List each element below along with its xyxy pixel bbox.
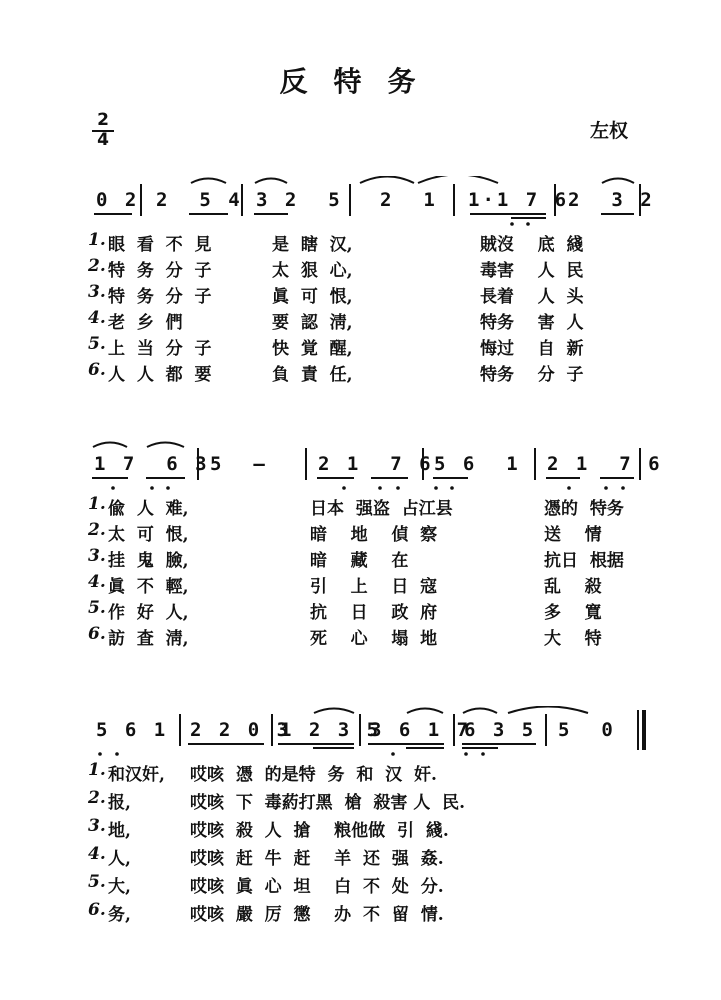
lyric-text: 送 情	[544, 525, 602, 545]
measure: 5 6 1	[96, 719, 169, 741]
verse-number: 3.	[88, 282, 106, 302]
lyric-text: 抗日 根据	[544, 551, 624, 571]
lyric-line	[88, 546, 648, 572]
lyric-line	[88, 844, 648, 870]
lyric-text: 賊沒 底 綫	[480, 235, 584, 255]
lyric-text: 哎咳 下 毒葯打黑 槍 殺害 人 民.	[190, 793, 466, 813]
verse-number: 4.	[88, 844, 106, 864]
lyric-line	[88, 360, 648, 386]
lyric-text: 乱 殺	[544, 577, 602, 597]
lyric-text: 地,	[108, 821, 131, 841]
lyric-text: 人,	[108, 849, 131, 869]
measure: 2 1	[380, 189, 438, 211]
lyric-text: 挂 鬼 臉,	[108, 551, 189, 571]
lyric-line	[88, 494, 648, 520]
verse-number: 5.	[88, 598, 106, 618]
lyric-text: 报,	[108, 793, 131, 813]
verse-number: 1.	[88, 760, 106, 780]
lyric-line	[88, 624, 648, 650]
lyric-text: 老 乡 們	[108, 313, 183, 333]
lyric-line	[88, 760, 648, 786]
verse-number: 2.	[88, 788, 106, 808]
verse-number: 6.	[88, 624, 106, 644]
lyric-text: 引 上 日 寇	[310, 577, 438, 597]
lyric-text: 訪 査 淸,	[108, 629, 189, 649]
verse-number: 1.	[88, 230, 106, 250]
measure: 5 –	[210, 453, 268, 475]
time-signature	[92, 112, 114, 149]
lyric-line	[88, 788, 648, 814]
lyric-text: 抗 日 政 府	[310, 603, 438, 623]
measure: 2 1 7 6	[547, 453, 663, 475]
measure: 3 2 5	[256, 189, 343, 211]
lyric-text: 憑的 特务	[544, 499, 624, 519]
lyric-text: 眼 看 不 見	[108, 235, 212, 255]
lyric-text: 特务 分 子	[480, 365, 584, 385]
lyric-line	[88, 308, 648, 334]
measure: 5 0	[558, 719, 616, 741]
verse-number: 3.	[88, 546, 106, 566]
verse-number: 6.	[88, 900, 106, 920]
notation-system-2	[88, 440, 663, 492]
lyric-text: 是 瞎 汉,	[272, 235, 353, 255]
lyric-text: 和汉奸,	[108, 765, 165, 785]
lyric-text: 哎咳 憑 的是特 务 和 汉 奸.	[190, 765, 437, 785]
measure: 2 3 2	[568, 189, 655, 211]
lyric-text: 日本 强盗 占江县	[310, 499, 453, 519]
lyric-text: 特 务 分 子	[108, 287, 212, 307]
time-signature-bottom: 4	[97, 130, 109, 150]
lyric-text: 作 好 人,	[108, 603, 189, 623]
lyric-line	[88, 520, 648, 546]
measure: 2 1 7 6	[318, 453, 434, 475]
lyric-text: 悔过 自 新	[480, 339, 584, 359]
verse-number: 2.	[88, 520, 106, 540]
lyric-line	[88, 334, 648, 360]
verse-number: 4.	[88, 572, 106, 592]
measure: 1 2 3 5	[280, 719, 382, 741]
verse-number: 5.	[88, 334, 106, 354]
verse-number: 1.	[88, 494, 106, 514]
lyric-text: 毒害 人 民	[480, 261, 584, 281]
composer: 左权	[590, 120, 629, 142]
lyric-line	[88, 282, 648, 308]
lyric-text: 眞 不 輕,	[108, 577, 189, 597]
measure: 2 5 4	[156, 189, 243, 211]
notation-system-3	[88, 706, 648, 758]
measure: 0 2	[96, 189, 140, 211]
notation-system-1	[88, 176, 655, 228]
verse-number: 3.	[88, 816, 106, 836]
measure: 5 6 1	[434, 453, 521, 475]
lyric-text: 大 特	[544, 629, 602, 649]
song-title: 反特务	[279, 65, 442, 98]
verse-number: 6.	[88, 360, 106, 380]
lyric-text: 大,	[108, 877, 131, 897]
lyric-text: 要 認 淸,	[272, 313, 353, 333]
measure: 3 6 1 7	[370, 719, 472, 741]
lyric-line	[88, 816, 648, 842]
lyric-text: 哎咳 嚴 厉 懲 办 不 留 情.	[190, 905, 444, 925]
measure: 1 7 6 3	[94, 453, 210, 475]
lyric-text: 特务 害 人	[480, 313, 584, 333]
measure: 2 2 0 3	[190, 719, 292, 741]
lyric-text: 人 人 都 要	[108, 365, 212, 385]
lyric-text: 哎咳 殺 人 搶 粮他做 引 綫.	[190, 821, 449, 841]
lyric-text: 快 覚 醒,	[272, 339, 353, 359]
verse-number: 5.	[88, 872, 106, 892]
lyric-line	[88, 230, 648, 256]
lyric-text: 偸 人 难,	[108, 499, 189, 519]
lyric-text: 暗 藏 在	[310, 551, 409, 571]
measure: 6 3 5	[464, 719, 537, 741]
time-signature-top: 2	[92, 112, 114, 132]
lyric-text: 特 务 分 子	[108, 261, 212, 281]
lyric-text: 眞 可 恨,	[272, 287, 353, 307]
measure: 1·1 7 6	[468, 189, 570, 211]
verse-number: 4.	[88, 308, 106, 328]
lyric-text: 太 可 恨,	[108, 525, 189, 545]
lyric-text: 上 当 分 子	[108, 339, 212, 359]
lyric-text: 死 心 塌 地	[310, 629, 438, 649]
lyric-line	[88, 572, 648, 598]
lyric-line	[88, 256, 648, 282]
lyric-text: 务,	[108, 905, 131, 925]
lyric-text: 長着 人 头	[480, 287, 584, 307]
lyric-text: 哎咳 赶 牛 赶 羊 还 强 姦.	[190, 849, 444, 869]
lyric-line	[88, 872, 648, 898]
lyric-line	[88, 900, 648, 926]
lyric-text: 哎咳 眞 心 坦 白 不 处 分.	[190, 877, 444, 897]
lyric-text: 太 狠 心,	[272, 261, 353, 281]
lyric-line	[88, 598, 648, 624]
verse-number: 2.	[88, 256, 106, 276]
lyric-text: 負 責 任,	[272, 365, 353, 385]
lyric-text: 多 寬	[544, 603, 602, 623]
lyric-text: 暗 地 偵 察	[310, 525, 438, 545]
